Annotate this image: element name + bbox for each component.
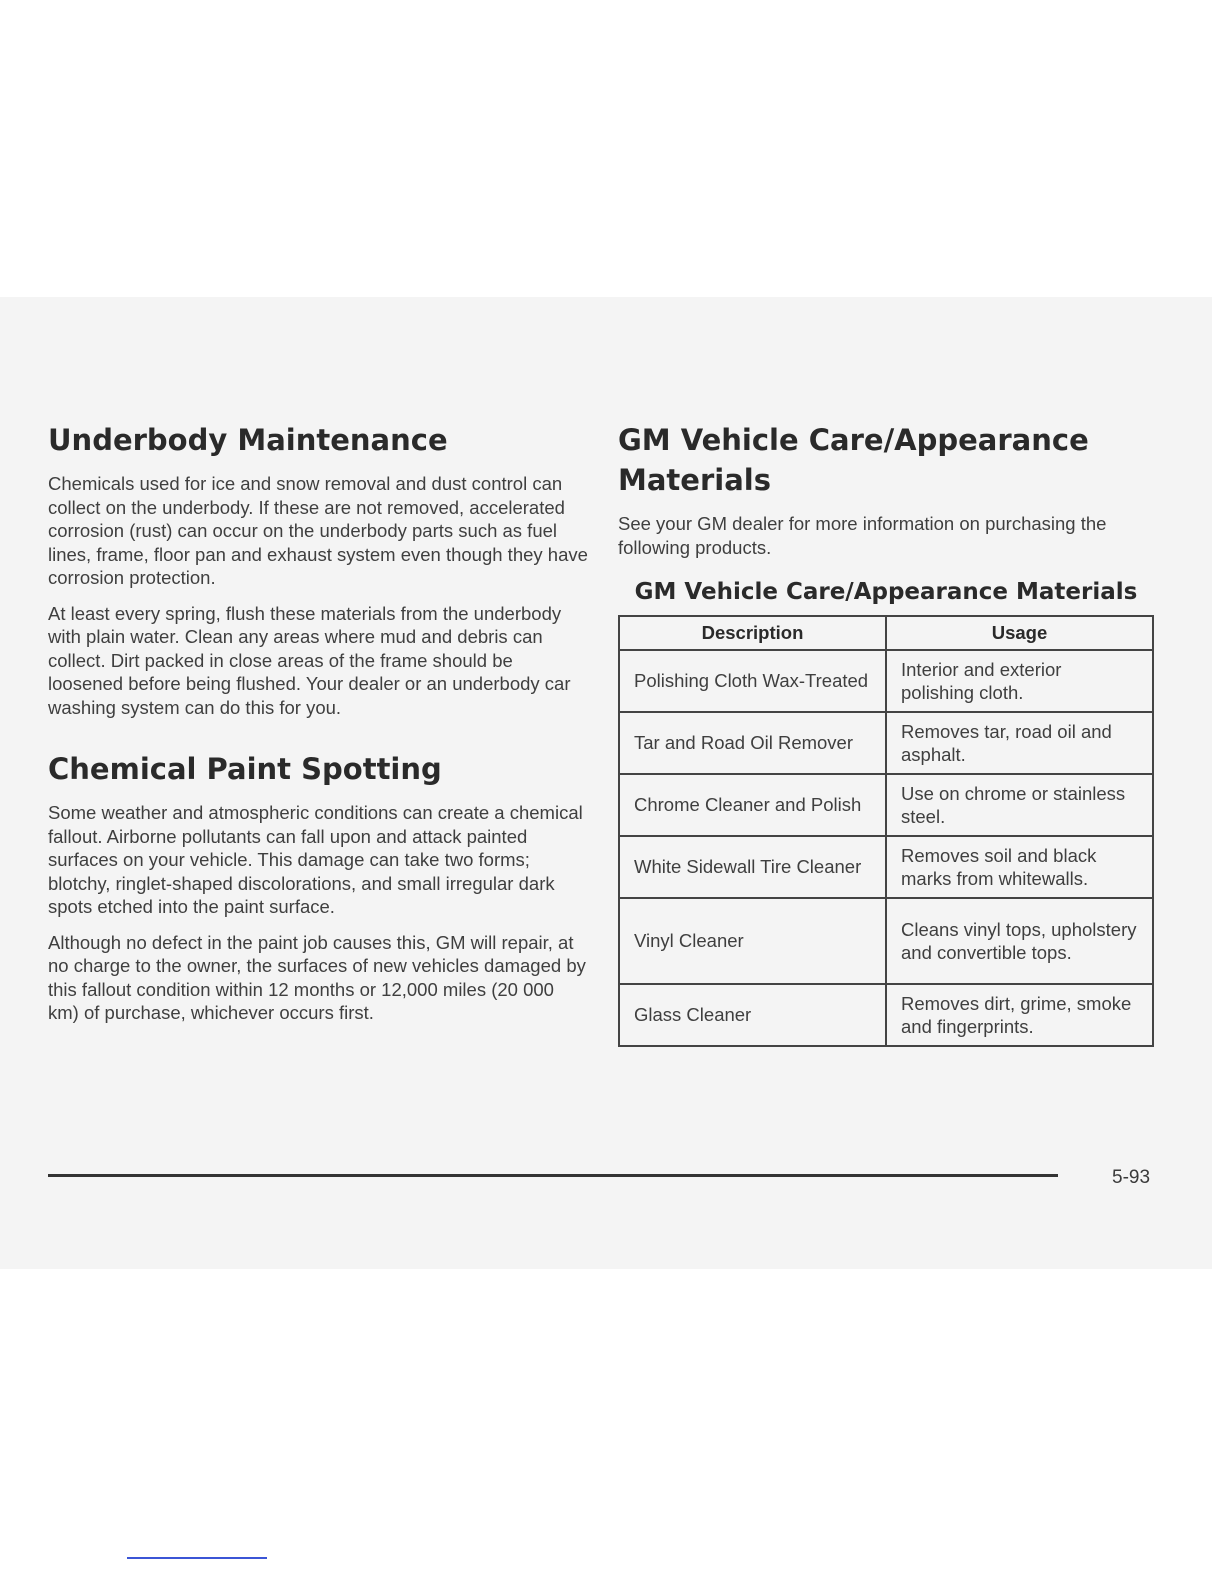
column-header-usage: Usage [886, 616, 1153, 650]
product-usage: Use on chrome or stainless steel. [886, 774, 1153, 836]
left-column [48, 420, 588, 1037]
chemical-paint-spotting-heading: Chemical Paint Spotting [48, 752, 442, 786]
table-row [619, 984, 1153, 1046]
product-usage: Removes soil and black marks from whitewalls. [886, 836, 1153, 898]
product-description: Polishing Cloth Wax-Treated [619, 650, 886, 712]
paint-spotting-paragraph-2: Although no defect in the paint job causes this, GM will repair, at no charge to the owner, the surfaces of new vehicles damaged by this fallout condition within 12 months or 12,000 miles (20 000 km) of purchase, whichever occurs first. [48, 931, 586, 1023]
underbody-paragraph-1: Chemicals used for ice and snow removal and dust control can collect on the underbody. If these are not removed, accelerated corrosion (rust) can occur on the underbody parts such as fuel lines, frame, floor pan and exhaust system even though they have corrosion protection. [48, 473, 588, 588]
table-row [619, 836, 1153, 898]
care-materials-table [618, 615, 1154, 1047]
care-materials-table-title: GM Vehicle Care/Appearance Materials [634, 579, 1138, 605]
underbody-paragraph-2: At least every spring, flush these materials from the underbody with plain water. Clean any areas where mud and debris can collect. Dirt packed in close areas of the frame should be loosened before being flushed. Your dealer or an underbody car washing system can do this for you. [48, 602, 571, 718]
table-header-row [619, 616, 1153, 650]
product-usage: Removes dirt, grime, smoke and fingerprints. [886, 984, 1153, 1046]
table-row [619, 650, 1153, 712]
product-usage: Cleans vinyl tops, upholstery and convertible tops. [886, 898, 1153, 984]
footer-rule [48, 1174, 1058, 1177]
bottom-link-underline [127, 1557, 267, 1559]
column-header-description: Description [619, 616, 886, 650]
product-usage: Interior and exterior polishing cloth. [886, 650, 1153, 712]
product-description: Glass Cleaner [619, 984, 886, 1046]
product-description: Tar and Road Oil Remover [619, 712, 886, 774]
table-row [619, 898, 1153, 984]
product-usage: Removes tar, road oil and asphalt. [886, 712, 1153, 774]
paint-spotting-paragraph-1: Some weather and atmospheric conditions can create a chemical fallout. Airborne pollutants can fall upon and attack painted surfaces on your vehicle. This damage can take two forms; blotchy, ringlet-shaped discolorations, and small irregular dark spots etched into the paint surface. [48, 802, 583, 917]
product-description: Vinyl Cleaner [619, 898, 886, 984]
underbody-maintenance-heading: Underbody Maintenance [48, 423, 448, 457]
product-description: Chrome Cleaner and Polish [619, 774, 886, 836]
care-materials-heading: GM Vehicle Care/Appearance Materials [618, 423, 1089, 497]
table-row [619, 774, 1153, 836]
product-description: White Sidewall Tire Cleaner [619, 836, 886, 898]
care-materials-intro: See your GM dealer for more information on purchasing the following products. [618, 513, 1107, 558]
page-number: 5-93 [1112, 1167, 1151, 1188]
right-column [618, 420, 1158, 1047]
table-row [619, 712, 1153, 774]
